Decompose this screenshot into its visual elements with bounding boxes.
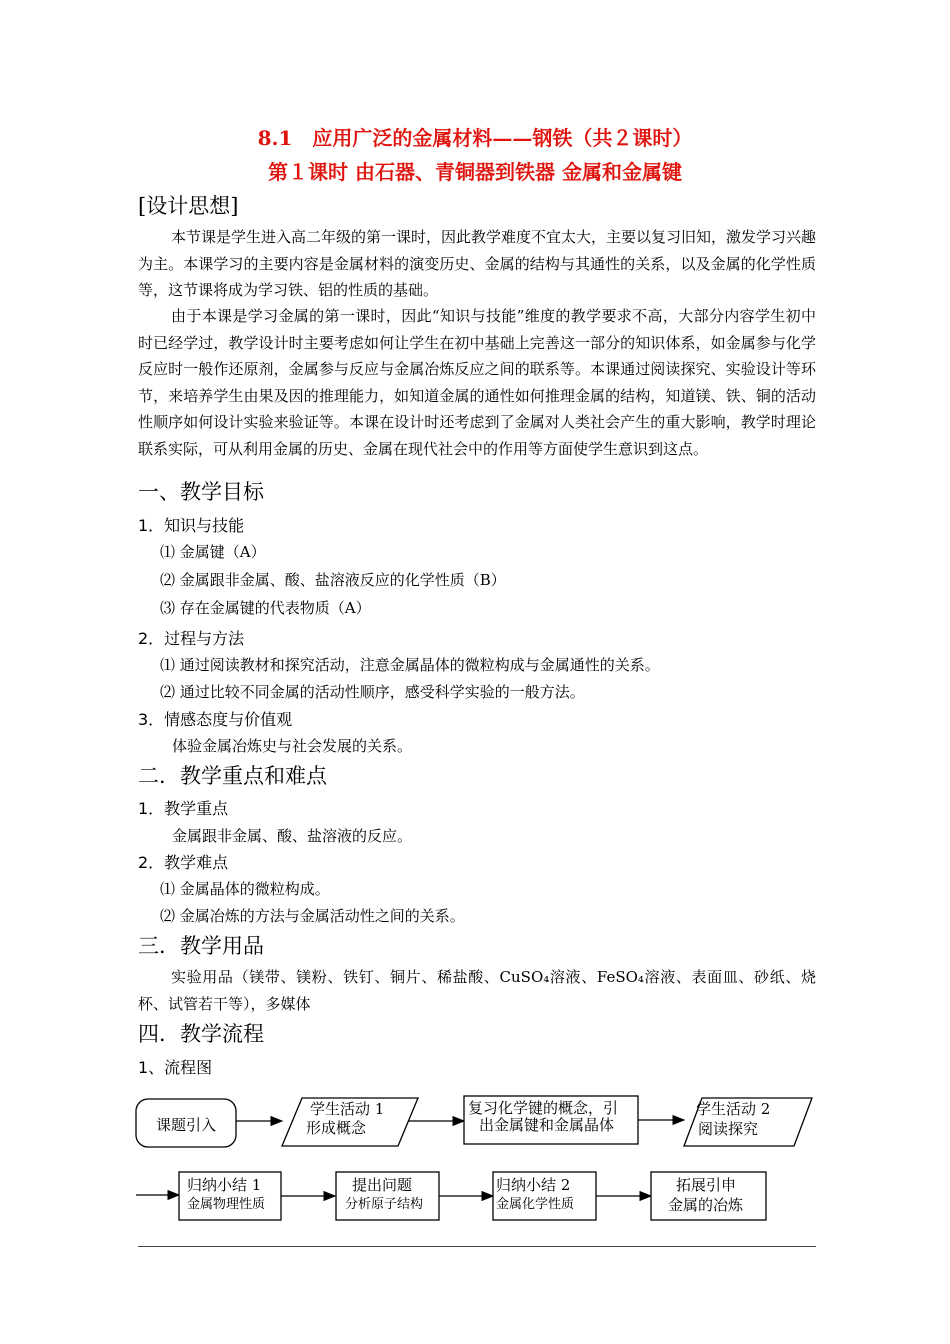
flow-node-activity-1-line1: 学生活动 1: [310, 1100, 385, 1118]
list-item: ⑴ 金属晶体的微粒构成。: [160, 880, 330, 898]
design-heading: [设计思想]: [138, 194, 239, 218]
section-heading-key-points: 二．教学重点和难点: [138, 764, 327, 788]
design-paragraph-2: 由于本课是学习金属的第一课时，因此“知识与技能”维度的教学要求不高，大部分内容学生初中时已经学过，教学设计时主要考虑如何让学生在初中基础上完善这一部分的知识体系，如金属参与化学反应时一般作还原剂，金属参与反应与金属冶炼反应之间的联系等。本课通过阅读探究、实验设计等环节，来培养学生由果及因的推理能力，如知道金属的通性如何推理金属的结构，知道镁、铁、铜的活动性顺序如何设计实验来验证等。本课在设计时还考虑到了金属对人类社会产生的重大影响，教学时理论联系实际，可从利用金属的历史、金属在现代社会中的作用等方面使学生意识到这点。: [138, 307, 816, 458]
flow-node-summary-2: [493, 1172, 596, 1220]
attitude-text: 体验金属冶炼史与社会发展的关系。: [172, 737, 413, 755]
list-item: ⑵ 金属冶炼的方法与金属活动性之间的关系。: [160, 907, 465, 925]
list-item: ⑴ 通过阅读教材和探究活动，注意金属晶体的微粒构成与金属通性的关系。: [160, 656, 660, 674]
flow-node-review: [464, 1096, 638, 1144]
design-paragraph-1: 本节课是学生进入高二年级的第一课时，因此教学难度不宜太大，主要以复习旧知，激发学习兴趣为主。本课学习的主要内容是金属材料的演变历史、金属的结构与其通性的关系，以及金属的化学性质等，这节课将成为学习铁、铝的性质的基础。: [138, 228, 817, 299]
list-item: ⑴ 金属键（A）: [160, 543, 266, 561]
flow-node-activity-2-line1: 学生活动 2: [696, 1100, 771, 1118]
flow-node-summary-1-line1: 归纳小结 1: [187, 1176, 262, 1194]
doc-title-line1: 8.1 应用广泛的金属材料——钢铁（共２课时）: [257, 126, 693, 150]
list-item: ⑶ 存在金属键的代表物质（A）: [160, 599, 371, 617]
doc-title-line2: 第１课时 由石器、青铜器到铁器 金属和金属键: [268, 160, 682, 184]
subheading-attitude: 3．情感态度与价值观: [138, 710, 293, 729]
flow-node-question-line1: 提出问题: [352, 1176, 413, 1194]
flow-node-activity-1: [282, 1098, 418, 1146]
section-heading-objectives: 一、教学目标: [138, 480, 264, 504]
key-text: 金属跟非金属、酸、盐溶液的反应。: [172, 827, 413, 845]
section-heading-materials: 三．教学用品: [138, 934, 264, 958]
flow-node-activity-2: [684, 1098, 812, 1146]
flow-node-summary-1: [179, 1172, 281, 1220]
materials-text: 实验用品（镁带、镁粉、铁钉、铜片、稀盐酸、CuSO₄溶液、FeSO₄溶液、表面皿、砂纸、烧杯、试管若干等），多媒体: [138, 968, 816, 1013]
list-item: ⑵ 通过比较不同金属的活动性顺序，感受科学实验的一般方法。: [160, 683, 585, 701]
footer-rule: [138, 1246, 816, 1247]
flow-node-activity-1-line2: 形成概念: [306, 1119, 367, 1137]
flow-node-extension-line2: 金属的冶炼: [668, 1196, 744, 1214]
flow-node-extension-line1: 拓展引申: [676, 1176, 737, 1194]
subheading-flowchart: 1、流程图: [138, 1058, 213, 1077]
subheading-key: 1．教学重点: [138, 799, 229, 818]
subheading-difficulty: 2．教学难点: [138, 853, 229, 872]
flow-node-intro: [136, 1099, 236, 1147]
flow-node-summary-2-line2: 金属化学性质: [496, 1197, 575, 1212]
list-item: ⑵ 金属跟非金属、酸、盐溶液反应的化学性质（B）: [160, 571, 506, 589]
flow-node-extension: [651, 1172, 766, 1220]
flow-node-question-line2: 分析原子结构: [345, 1197, 424, 1212]
subheading-knowledge: 1．知识与技能: [138, 516, 245, 535]
flow-node-summary-1-line2: 金属物理性质: [187, 1197, 266, 1212]
flow-node-review-line1: 复习化学键的概念，引: [468, 1099, 619, 1117]
subheading-process: 2．过程与方法: [138, 629, 245, 648]
flow-node-question: [336, 1172, 439, 1220]
flow-node-review-line2: 出金属键和金属晶体: [479, 1116, 615, 1134]
section-heading-flow: 四．教学流程: [138, 1022, 264, 1046]
flow-node-intro-label: 课题引入: [155, 1116, 217, 1134]
flow-node-summary-2-line1: 归纳小结 2: [496, 1176, 571, 1194]
flow-node-activity-2-line2: 阅读探究: [698, 1120, 759, 1138]
